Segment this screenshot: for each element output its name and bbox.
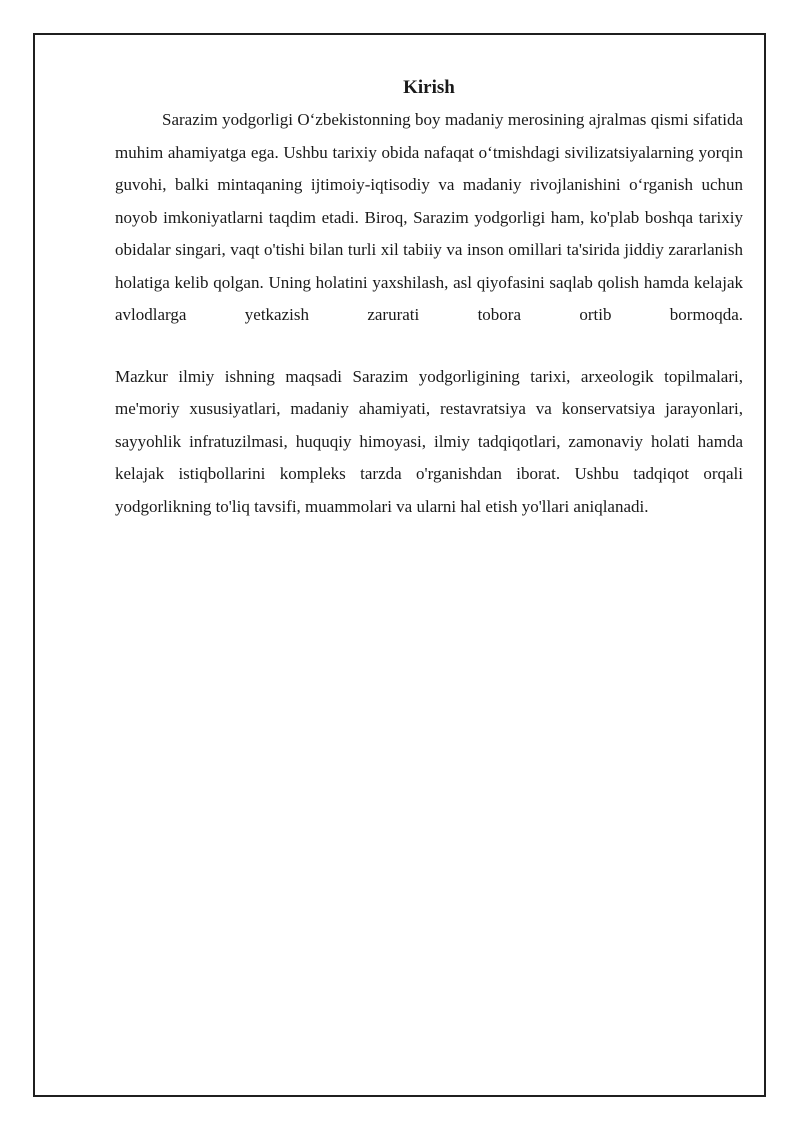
paragraph-spacer bbox=[115, 332, 743, 361]
page-title: Kirish bbox=[403, 77, 455, 98]
goal-paragraph: Mazkur ilmiy ishning maqsadi Sarazim yodgorligining tarixi, arxeologik topilmalari, me'moriy xususiyatlari, madaniy ahamiyati, restavratsiya va konservatsiya jarayonlari, sayyohlik infratuzilmasi, huquqiy himoyasi, ilmiy tadqiqotlari, zamonaviy holati hamda kelajak istiqbollarini kompleks tarzda o'rganishdan iborat. Ushbu tadqiqot orqali yodgorlikning to'liq tavsifi, muammolari va ularni hal etish yo'llari aniqlanadi. bbox=[115, 366, 743, 516]
document-body bbox=[115, 74, 743, 523]
intro-paragraph: Sarazim yodgorligi O‘zbekistonning boy madaniy merosining ajralmas qismi sifatida muhim ahamiyatga ega. Ushbu tarixiy obida nafaqat o‘tmishdagi sivilizatsiyalarning yorqin guvohi, balki mintaqaning ijtimoiy-iqtisodiy va madaniy rivojlanishini o‘rganish uchun noyob imkoniyatlarni taqdim etadi. Biroq, Sarazim yodgorligi ham, ko'plab boshqa tarixiy obidalar singari, vaqt o'tishi bilan turli xil tabiiy va inson omillari ta'sirida jiddiy zararlanish holatiga kelib qolgan. Uning holatini yaxshilash, asl qiyofasini saqlab qolish hamda kelajak avlodlarga yetkazish zarurati tobora ortib bormoqda. bbox=[115, 110, 743, 324]
